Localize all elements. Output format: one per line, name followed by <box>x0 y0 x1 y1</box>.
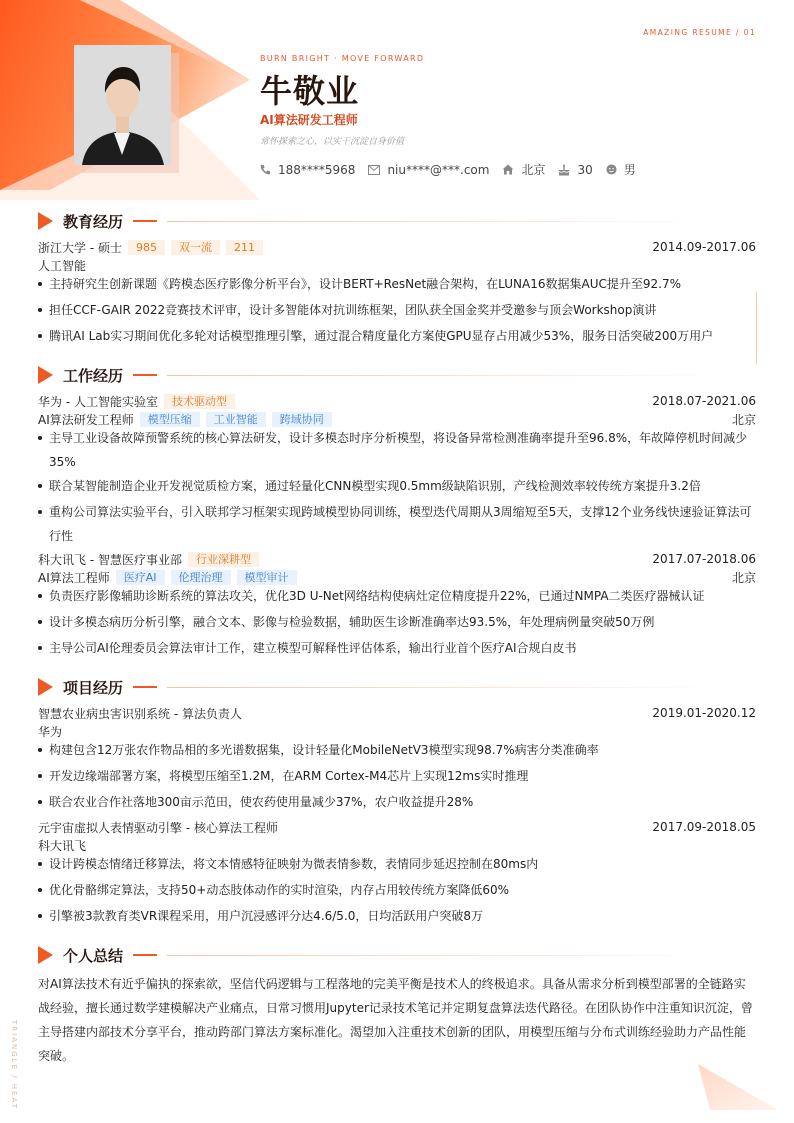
list-item: 担任CCF-GAIR 2022竞赛技术评审，设计多智能体对抗训练框架，团队获全国金奖并受邀参与顶会Workshop演讲 <box>38 298 756 322</box>
resume-page-tag: AMAZING RESUME / 01 <box>643 28 756 37</box>
company-name: 科大讯飞 - 智慧医疗事业部 <box>38 552 182 567</box>
skill-tag: 跨域协同 <box>272 412 332 427</box>
section-summary-title <box>38 945 756 965</box>
section-heading: 个人总结 <box>63 946 124 965</box>
section-work-title <box>38 365 756 385</box>
project-org: 科大讯飞 <box>38 838 87 853</box>
work-role-row <box>38 411 756 427</box>
role: AI算法研发工程师 <box>38 412 134 427</box>
work-city: 北京 <box>731 412 756 427</box>
work-entry-header <box>38 393 756 409</box>
avatar <box>74 45 171 165</box>
heading-divider <box>167 221 720 222</box>
project-date: 2019.01-2020.12 <box>652 706 756 720</box>
slogan: BURN BRIGHT · MOVE FORWARD <box>260 54 425 63</box>
age-text: 30 <box>577 162 593 177</box>
heading-dash <box>133 220 157 222</box>
education-major-row <box>38 257 756 273</box>
side-vertical-text: TRIANGLE / HEAT <box>10 1020 18 1110</box>
contact-phone[interactable] <box>260 163 355 177</box>
heading-divider <box>167 955 720 956</box>
work-date: 2017.07-2018.06 <box>652 552 756 566</box>
section-education-title <box>38 211 756 231</box>
role: AI算法工程师 <box>38 570 110 585</box>
home-icon <box>502 164 514 175</box>
list-item: 联合农业合作社落地300亩示范田，使农药使用量减少37%，农户收益提升28% <box>38 790 756 814</box>
section-heading: 项目经历 <box>63 678 124 697</box>
triangle-icon <box>38 678 53 696</box>
education-entry-header <box>38 239 756 255</box>
list-item: 构建包含12万张农作物品相的多光谱数据集，设计轻量化MobileNetV3模型实现98.7%病害分类准确率 <box>38 738 756 762</box>
candidate-name: 牛敬业 <box>260 72 360 110</box>
job-title: AI算法研发工程师 <box>260 113 358 127</box>
heading-divider <box>167 687 720 688</box>
work-date: 2018.07-2021.06 <box>652 394 756 408</box>
company-type-tag: 技术驱动型 <box>164 394 235 409</box>
triangle-icon <box>38 946 53 964</box>
contact-gender <box>606 161 636 178</box>
decor-line <box>756 292 757 364</box>
cake-icon <box>558 164 570 176</box>
work-entry-header <box>38 551 756 567</box>
list-item: 优化骨骼绑定算法，支持50+动态肢体动作的实时渲染，内存占用较传统方案降低60% <box>38 878 756 902</box>
contact-email[interactable] <box>368 163 489 177</box>
project-entry-header <box>38 705 756 721</box>
list-item: 主导公司AI伦理委员会算法审计工作，建立模型可解释性评估体系，输出行业首个医疗AI合规白皮书 <box>38 636 756 660</box>
work-role-row <box>38 569 756 585</box>
section-heading: 教育经历 <box>63 212 124 231</box>
phone-text: 188****5968 <box>278 162 356 177</box>
work-city: 北京 <box>731 570 756 585</box>
edu-tag: 双一流 <box>171 240 220 255</box>
skill-tag: 伦理治理 <box>171 570 231 585</box>
email-text: niu****@***.com <box>387 162 490 177</box>
heading-dash <box>133 686 157 688</box>
list-item: 主持研究生创新课题《跨模态医疗影像分析平台》，设计BERT+ResNet融合架构，在LUNA16数据集AUC提升至92.7% <box>38 272 756 296</box>
footer-triangle-decoration <box>690 1060 794 1123</box>
gender-text: 男 <box>623 163 636 177</box>
project-name: 智慧农业病虫害识别系统 - 算法负责人 <box>38 706 242 721</box>
list-item: 引擎被3款教育类VR课程采用，用户沉浸感评分达4.6/5.0，日均活跃用户突破8万 <box>38 904 756 928</box>
mail-icon <box>368 165 380 175</box>
list-item: 设计多模态病历分析引擎，融合文本、影像与检验数据，辅助医生诊断准确率达93.5%，年处理病例量突破50万例 <box>38 610 756 634</box>
section-heading: 工作经历 <box>63 366 124 385</box>
phone-icon <box>260 164 271 175</box>
major: 人工智能 <box>38 258 87 273</box>
skill-tag: 工业智能 <box>206 412 266 427</box>
heading-dash <box>133 954 157 956</box>
skill-tag: 模型审计 <box>237 570 297 585</box>
skill-tag: 模型压缩 <box>140 412 200 427</box>
summary-text: 对AI算法技术有近乎偏执的探索欲，坚信代码逻辑与工程落地的完美平衡是技术人的终极追求。具备从需求分析到模型部署的全链路实战经验，擅长通过数学建模解决产业痛点，日常习惯用Jupyter记录技术笔记并定期复盘算法迭代路径。在团队协作中注重知识沉淀，曾主导搭建内部技术分享平台，推动跨部门算法方案标准化。渴望加入注重技术创新的团队，用模型压缩与分布式训练经验助力产品性能突破。 <box>38 977 753 1063</box>
triangle-icon <box>38 212 53 230</box>
project-org: 华为 <box>38 724 63 739</box>
list-item: 开发边缘端部署方案，将模型压缩至1.2M，在ARM Cortex-M4芯片上实现12ms实时推理 <box>38 764 756 788</box>
contact-age <box>558 163 592 177</box>
company-type-tag: 行业深耕型 <box>188 552 259 567</box>
skill-tag: 医疗AI <box>116 570 165 585</box>
user-face-icon <box>606 164 617 175</box>
edu-date: 2014.09-2017.06 <box>652 240 756 254</box>
project-date: 2017.09-2018.05 <box>652 820 756 834</box>
project-org-row <box>38 837 756 853</box>
edu-tag: 211 <box>226 240 263 255</box>
project-entry-header <box>38 819 756 835</box>
contact-bar <box>260 161 649 178</box>
motto: 常怀探索之心，以实干沉淀自身价值 <box>260 137 405 147</box>
city-text: 北京 <box>521 163 546 177</box>
section-project-title <box>38 677 756 697</box>
company-name: 华为 - 人工智能实验室 <box>38 394 158 409</box>
heading-divider <box>167 375 720 376</box>
edu-tag: 985 <box>128 240 165 255</box>
triangle-icon <box>38 366 53 384</box>
list-item: 设计跨模态情绪迁移算法，将文本情感特征映射为微表情参数，表情同步延迟控制在80ms内 <box>38 852 756 876</box>
list-item: 腾讯AI Lab实习期间优化多轮对话模型推理引擎，通过混合精度量化方案使GPU显存占用减少53%，服务日活突破200万用户 <box>38 324 756 348</box>
list-item: 负责医疗影像辅助诊断系统的算法攻关，优化3D U-Net网络结构使病灶定位精度提升22%，已通过NMPA二类医疗器械认证 <box>38 584 756 608</box>
contact-city <box>502 161 545 178</box>
heading-dash <box>133 374 157 376</box>
list-item: 联合某智能制造企业开发视觉质检方案，通过轻量化CNN模型实现0.5mm级缺陷识别，产线检测效率较传统方案提升3.2倍 <box>38 474 756 498</box>
project-org-row <box>38 723 756 739</box>
school-name: 浙江大学 - 硕士 <box>38 240 122 255</box>
list-item: 主导工业设备故障预警系统的核心算法研发，设计多模态时序分析模型，将设备异常检测准确率提升至96.8%，年故障停机时间减少35% <box>38 426 756 474</box>
list-item: 重构公司算法实验平台，引入联邦学习框架实现跨域模型协同训练，模型迭代周期从3周缩短至5天，支撑12个业务线快速验证算法可行性 <box>38 500 756 548</box>
project-name: 元宇宙虚拟人表情驱动引擎 - 核心算法工程师 <box>38 820 278 835</box>
